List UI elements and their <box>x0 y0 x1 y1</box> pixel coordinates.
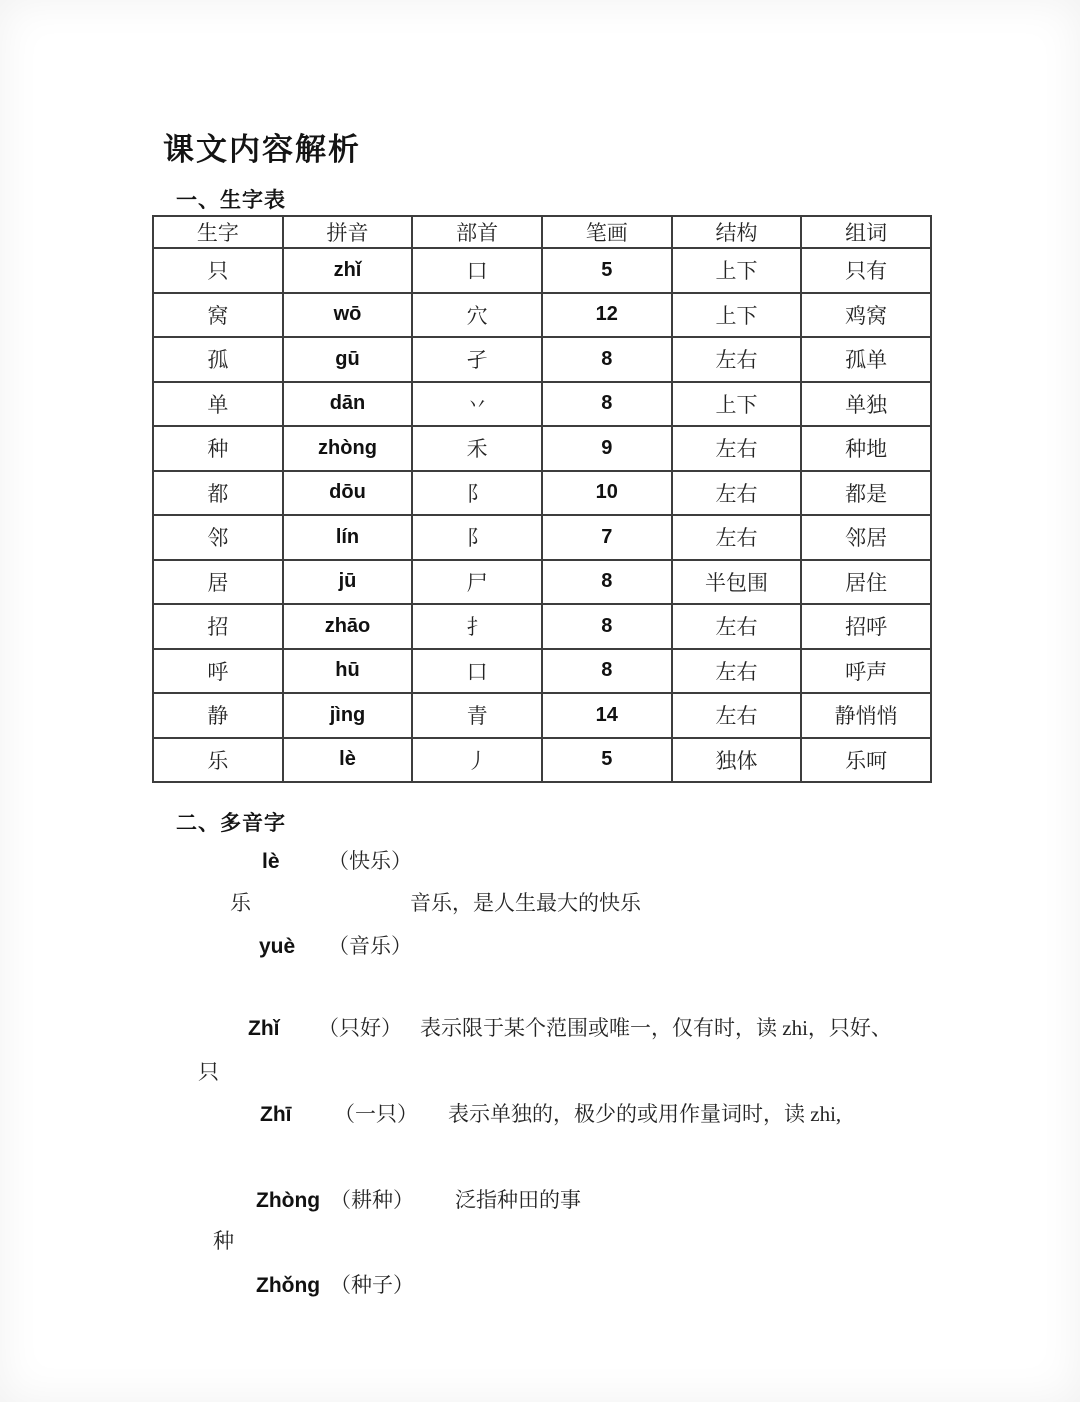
polyphone-zhong-word-2: （种子） <box>330 1273 414 1297</box>
table-cell: 丿 <box>412 738 542 783</box>
table-row <box>153 471 931 516</box>
table-cell: 丷 <box>412 382 542 427</box>
polyphone-zhi-note-1: 表示限于某个范围或唯一，仅有时，读 zhi，只好、 <box>420 1016 892 1040</box>
table-cell: zhòng <box>283 426 413 471</box>
table-cell: 都 <box>153 471 283 516</box>
table-cell: 招呼 <box>801 604 931 649</box>
table-cell: 种地 <box>801 426 931 471</box>
table-cell: 只 <box>153 248 283 293</box>
table-cell: 单 <box>153 382 283 427</box>
table-cell: 8 <box>542 560 672 605</box>
table-cell: 9 <box>542 426 672 471</box>
table-cell: 居 <box>153 560 283 605</box>
table-cell: 招 <box>153 604 283 649</box>
table-cell: 静悄悄 <box>801 693 931 738</box>
table-cell: 孤 <box>153 337 283 382</box>
section-heading-vocab-table: 一、生字表 <box>176 189 286 212</box>
polyphone-zhong-pinyin-2: Zhǒng <box>256 1274 321 1297</box>
table-cell: 独体 <box>672 738 802 783</box>
table-cell: lín <box>283 515 413 560</box>
table-cell: zhāo <box>283 604 413 649</box>
table-cell: 14 <box>542 693 672 738</box>
table-cell: 上下 <box>672 382 802 427</box>
table-cell: 邻 <box>153 515 283 560</box>
table-cell: 5 <box>542 738 672 783</box>
column-header-character: 生字 <box>153 216 283 248</box>
table-header-row <box>153 216 931 248</box>
table-row <box>153 426 931 471</box>
table-cell: 孑 <box>412 337 542 382</box>
polyphone-zhong-word-1: （耕种） <box>330 1188 414 1212</box>
table-row <box>153 738 931 783</box>
table-cell: 左右 <box>672 649 802 694</box>
table-cell: 居住 <box>801 560 931 605</box>
polyphone-zhong-note-1: 泛指种田的事 <box>455 1188 581 1212</box>
table-row <box>153 337 931 382</box>
table-cell: zhǐ <box>283 248 413 293</box>
table-cell: 单独 <box>801 382 931 427</box>
table-cell: dōu <box>283 471 413 516</box>
polyphone-zhi-character: 只 <box>198 1060 219 1084</box>
table-cell: 阝 <box>412 471 542 516</box>
table-row <box>153 293 931 338</box>
polyphone-zhi-word-2: （一只） <box>334 1102 418 1126</box>
polyphone-le-note: 音乐，是人生最大的快乐 <box>410 891 641 915</box>
table-cell: 尸 <box>412 560 542 605</box>
table-row <box>153 693 931 738</box>
table-cell: 只有 <box>801 248 931 293</box>
table-cell: 都是 <box>801 471 931 516</box>
page-title: 课文内容解析 <box>163 132 361 167</box>
table-cell: 8 <box>542 382 672 427</box>
polyphone-le-character: 乐 <box>230 891 251 915</box>
table-cell: 口 <box>412 649 542 694</box>
table-cell: hū <box>283 649 413 694</box>
polyphone-zhi-pinyin-2: Zhī <box>260 1103 292 1126</box>
table-cell: 乐 <box>153 738 283 783</box>
table-cell: wō <box>283 293 413 338</box>
polyphone-zhi-note-2: 表示单独的，极少的或用作量词时，读 zhi, <box>448 1102 842 1126</box>
table-cell: 8 <box>542 604 672 649</box>
table-cell: 口 <box>412 248 542 293</box>
table-cell: 阝 <box>412 515 542 560</box>
column-header-strokes: 笔画 <box>542 216 672 248</box>
table-cell: jìng <box>283 693 413 738</box>
column-header-structure: 结构 <box>672 216 802 248</box>
table-cell: 窝 <box>153 293 283 338</box>
table-cell: 左右 <box>672 426 802 471</box>
polyphone-zhi-word-1: （只好） <box>318 1016 402 1040</box>
table-cell: lè <box>283 738 413 783</box>
table-cell: 穴 <box>412 293 542 338</box>
vocab-table <box>152 215 932 783</box>
polyphone-le-pinyin-2: yuè <box>259 935 296 958</box>
table-cell: 左右 <box>672 693 802 738</box>
table-cell: 乐呵 <box>801 738 931 783</box>
table-row <box>153 248 931 293</box>
table-cell: 种 <box>153 426 283 471</box>
vocab-table-head <box>153 216 931 248</box>
table-cell: 7 <box>542 515 672 560</box>
table-cell: 左右 <box>672 515 802 560</box>
table-row <box>153 382 931 427</box>
table-cell: gū <box>283 337 413 382</box>
table-cell: 禾 <box>412 426 542 471</box>
table-cell: 呼声 <box>801 649 931 694</box>
table-cell: 12 <box>542 293 672 338</box>
table-cell: 左右 <box>672 604 802 649</box>
polyphone-le-word-1: （快乐） <box>328 849 412 873</box>
table-cell: 静 <box>153 693 283 738</box>
polyphone-le-pinyin-1: lè <box>262 850 280 873</box>
vocab-table-body <box>153 248 931 782</box>
table-cell: 半包围 <box>672 560 802 605</box>
table-row <box>153 604 931 649</box>
table-cell: 孤单 <box>801 337 931 382</box>
table-cell: 8 <box>542 649 672 694</box>
column-header-radical: 部首 <box>412 216 542 248</box>
polyphone-zhong-character: 种 <box>213 1229 234 1253</box>
table-cell: jū <box>283 560 413 605</box>
table-row <box>153 560 931 605</box>
table-cell: 左右 <box>672 337 802 382</box>
column-header-word: 组词 <box>801 216 931 248</box>
table-cell: 8 <box>542 337 672 382</box>
table-cell: dān <box>283 382 413 427</box>
column-header-pinyin: 拼音 <box>283 216 413 248</box>
table-cell: 5 <box>542 248 672 293</box>
polyphone-zhi-pinyin-1: Zhǐ <box>248 1017 280 1040</box>
table-cell: 扌 <box>412 604 542 649</box>
table-cell: 左右 <box>672 471 802 516</box>
table-cell: 10 <box>542 471 672 516</box>
table-cell: 邻居 <box>801 515 931 560</box>
table-cell: 呼 <box>153 649 283 694</box>
table-row <box>153 515 931 560</box>
table-cell: 鸡窝 <box>801 293 931 338</box>
table-cell: 青 <box>412 693 542 738</box>
table-cell: 上下 <box>672 293 802 338</box>
table-cell: 上下 <box>672 248 802 293</box>
polyphone-le-word-2: （音乐） <box>328 934 412 958</box>
polyphone-zhong-pinyin-1: Zhòng <box>256 1189 321 1212</box>
section-heading-polyphones: 二、多音字 <box>176 812 286 835</box>
table-row <box>153 649 931 694</box>
